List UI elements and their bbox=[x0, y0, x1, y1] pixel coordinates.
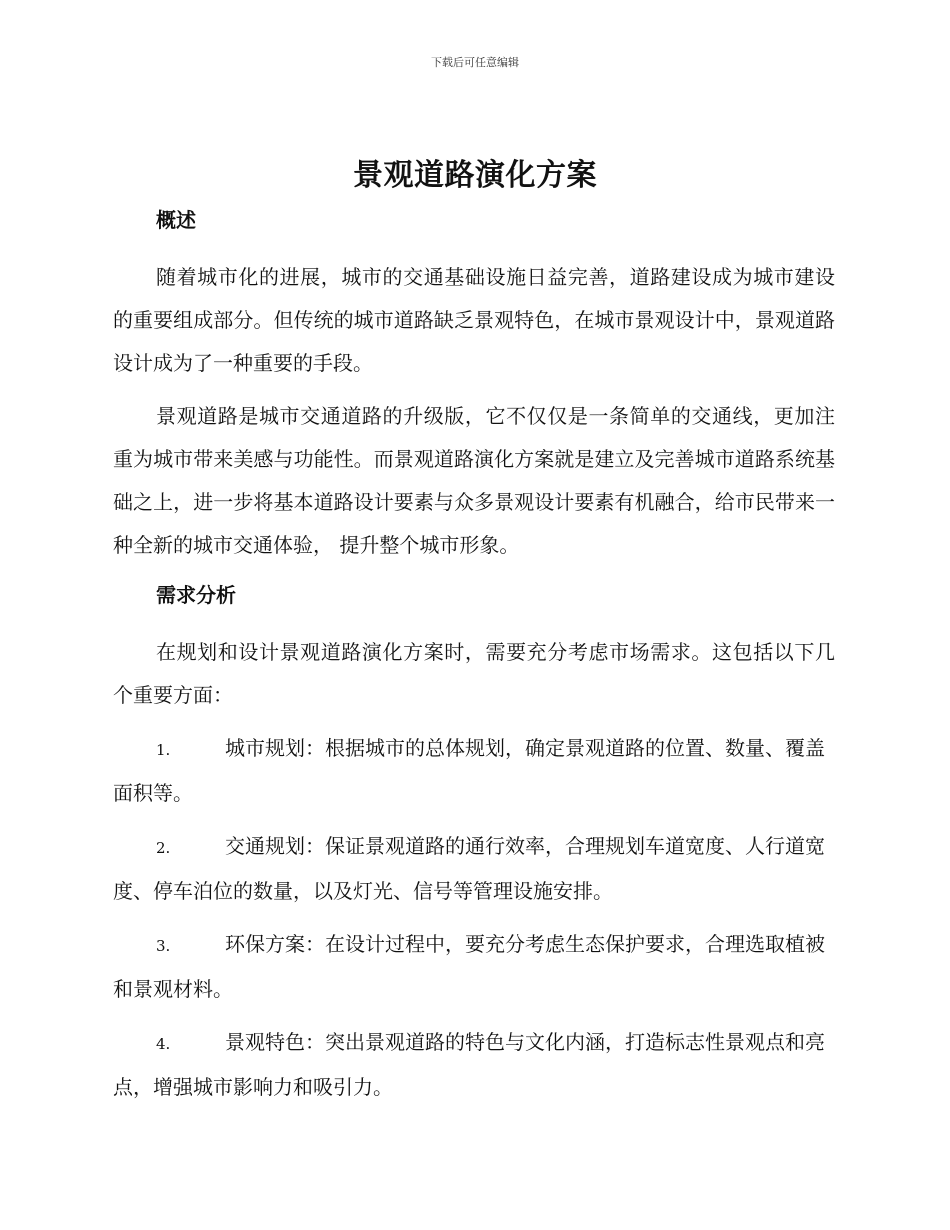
list-number: 3. bbox=[156, 937, 171, 955]
section-requirements bbox=[113, 577, 835, 1109]
list-text: 景观特色：突出景观道路的特色与文化内涵，打造标志性景观点和亮点，增强城市影响力和吸引力。 bbox=[113, 1030, 825, 1099]
section-heading: 概述 bbox=[156, 208, 196, 232]
list-number: 1. bbox=[156, 741, 171, 759]
document-title: 景观道路演化方案 bbox=[353, 158, 597, 193]
section-heading: 需求分析 bbox=[156, 583, 236, 607]
list-text: 城市规划：根据城市的总体规划，确定景观道路的位置、数量、覆盖面积等。 bbox=[113, 736, 825, 805]
list-number: 2. bbox=[156, 839, 171, 857]
list-number: 4. bbox=[156, 1035, 171, 1053]
list-item bbox=[113, 727, 835, 815]
section-overview bbox=[113, 202, 835, 567]
header-note: 下载后可任意编辑 bbox=[431, 56, 519, 69]
list-text: 交通规划：保证景观道路的通行效率，合理规划车道宽度、人行道宽度、停车泊位的数量，以及灯光、信号等管理设施安排。 bbox=[113, 834, 825, 903]
list-item bbox=[113, 825, 835, 913]
paragraph: 景观道路是城市交通道路的升级版，它不仅仅是一条简单的交通线，更加注重为城市带来美感与功能性。而景观道路演化方案就是建立及完善城市道路系统基础之上，进一步将基本道路设计要素与众多景观设计要素有机融合，给市民带来一种全新的城市交通体验， 提升整个城市形象。 bbox=[113, 404, 835, 557]
list-text: 环保方案：在设计过程中，要充分考虑生态保护要求，合理选取植被和景观材料。 bbox=[113, 932, 825, 1001]
document-body bbox=[113, 202, 835, 1109]
paragraph: 在规划和设计景观道路演化方案时，需要充分考虑市场需求。这包括以下几个重要方面： bbox=[113, 640, 835, 707]
list-item bbox=[113, 1021, 835, 1109]
list-item bbox=[113, 923, 835, 1011]
paragraph: 随着城市化的进展，城市的交通基础设施日益完善，道路建设成为城市建设的重要组成部分。但传统的城市道路缺乏景观特色，在城市景观设计中，景观道路设计成为了一种重要的手段。 bbox=[113, 265, 835, 375]
